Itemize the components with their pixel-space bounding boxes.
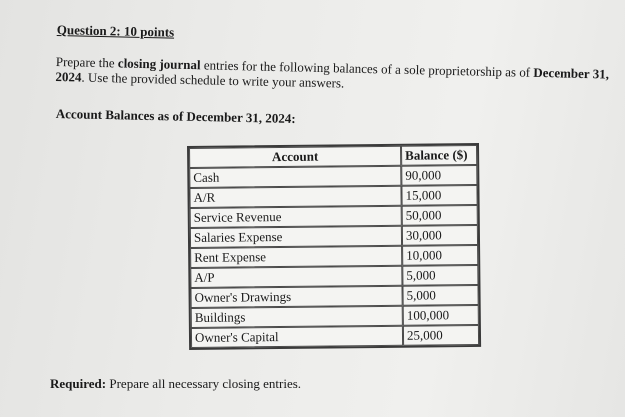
- instructions-prefix: Prepare the: [55, 54, 119, 71]
- account-column-header: Account: [189, 146, 401, 168]
- account-cell: Buildings: [191, 306, 403, 328]
- instructions-date: December 31, 2024: [55, 64, 610, 85]
- balance-cell: 15,000: [401, 185, 477, 206]
- balances-heading: Account Balances as of December 31, 2024:: [55, 106, 296, 127]
- instructions-suffix: . Use the provided schedule to write your answers.: [81, 69, 345, 91]
- account-cell: Owner's Capital: [191, 326, 403, 348]
- balance-cell: 100,000: [403, 305, 479, 326]
- balance-cell: 30,000: [402, 225, 478, 246]
- table-row: [191, 325, 479, 348]
- account-cell: A/P: [190, 266, 402, 288]
- account-cell: A/R: [189, 186, 401, 208]
- balance-column-header: Balance ($): [401, 145, 477, 166]
- required-label: Required:: [50, 376, 107, 391]
- instructions: [55, 54, 625, 97]
- account-cell: Rent Expense: [190, 246, 402, 268]
- balance-cell: 90,000: [401, 165, 477, 186]
- account-cell: Salaries Expense: [190, 226, 402, 248]
- instructions-bold: closing journal: [117, 55, 201, 73]
- balance-cell: 10,000: [402, 245, 478, 266]
- required-text: Prepare all necessary closing entries.: [106, 376, 302, 391]
- required-note: [50, 376, 301, 392]
- question-title: Question 2: 10 points: [56, 22, 175, 40]
- balance-cell: 50,000: [402, 205, 478, 226]
- balance-cell: 5,000: [402, 265, 478, 286]
- balance-cell: 5,000: [402, 285, 478, 306]
- balances-table: [187, 143, 481, 350]
- account-cell: Cash: [189, 166, 401, 188]
- instructions-mid: entries for the following balances of a sole proprietorship as of: [200, 57, 534, 80]
- account-cell: Owner's Drawings: [190, 286, 402, 308]
- balance-cell: 25,000: [403, 325, 479, 346]
- account-cell: Service Revenue: [190, 206, 402, 228]
- balances-table-wrapper: [187, 143, 481, 350]
